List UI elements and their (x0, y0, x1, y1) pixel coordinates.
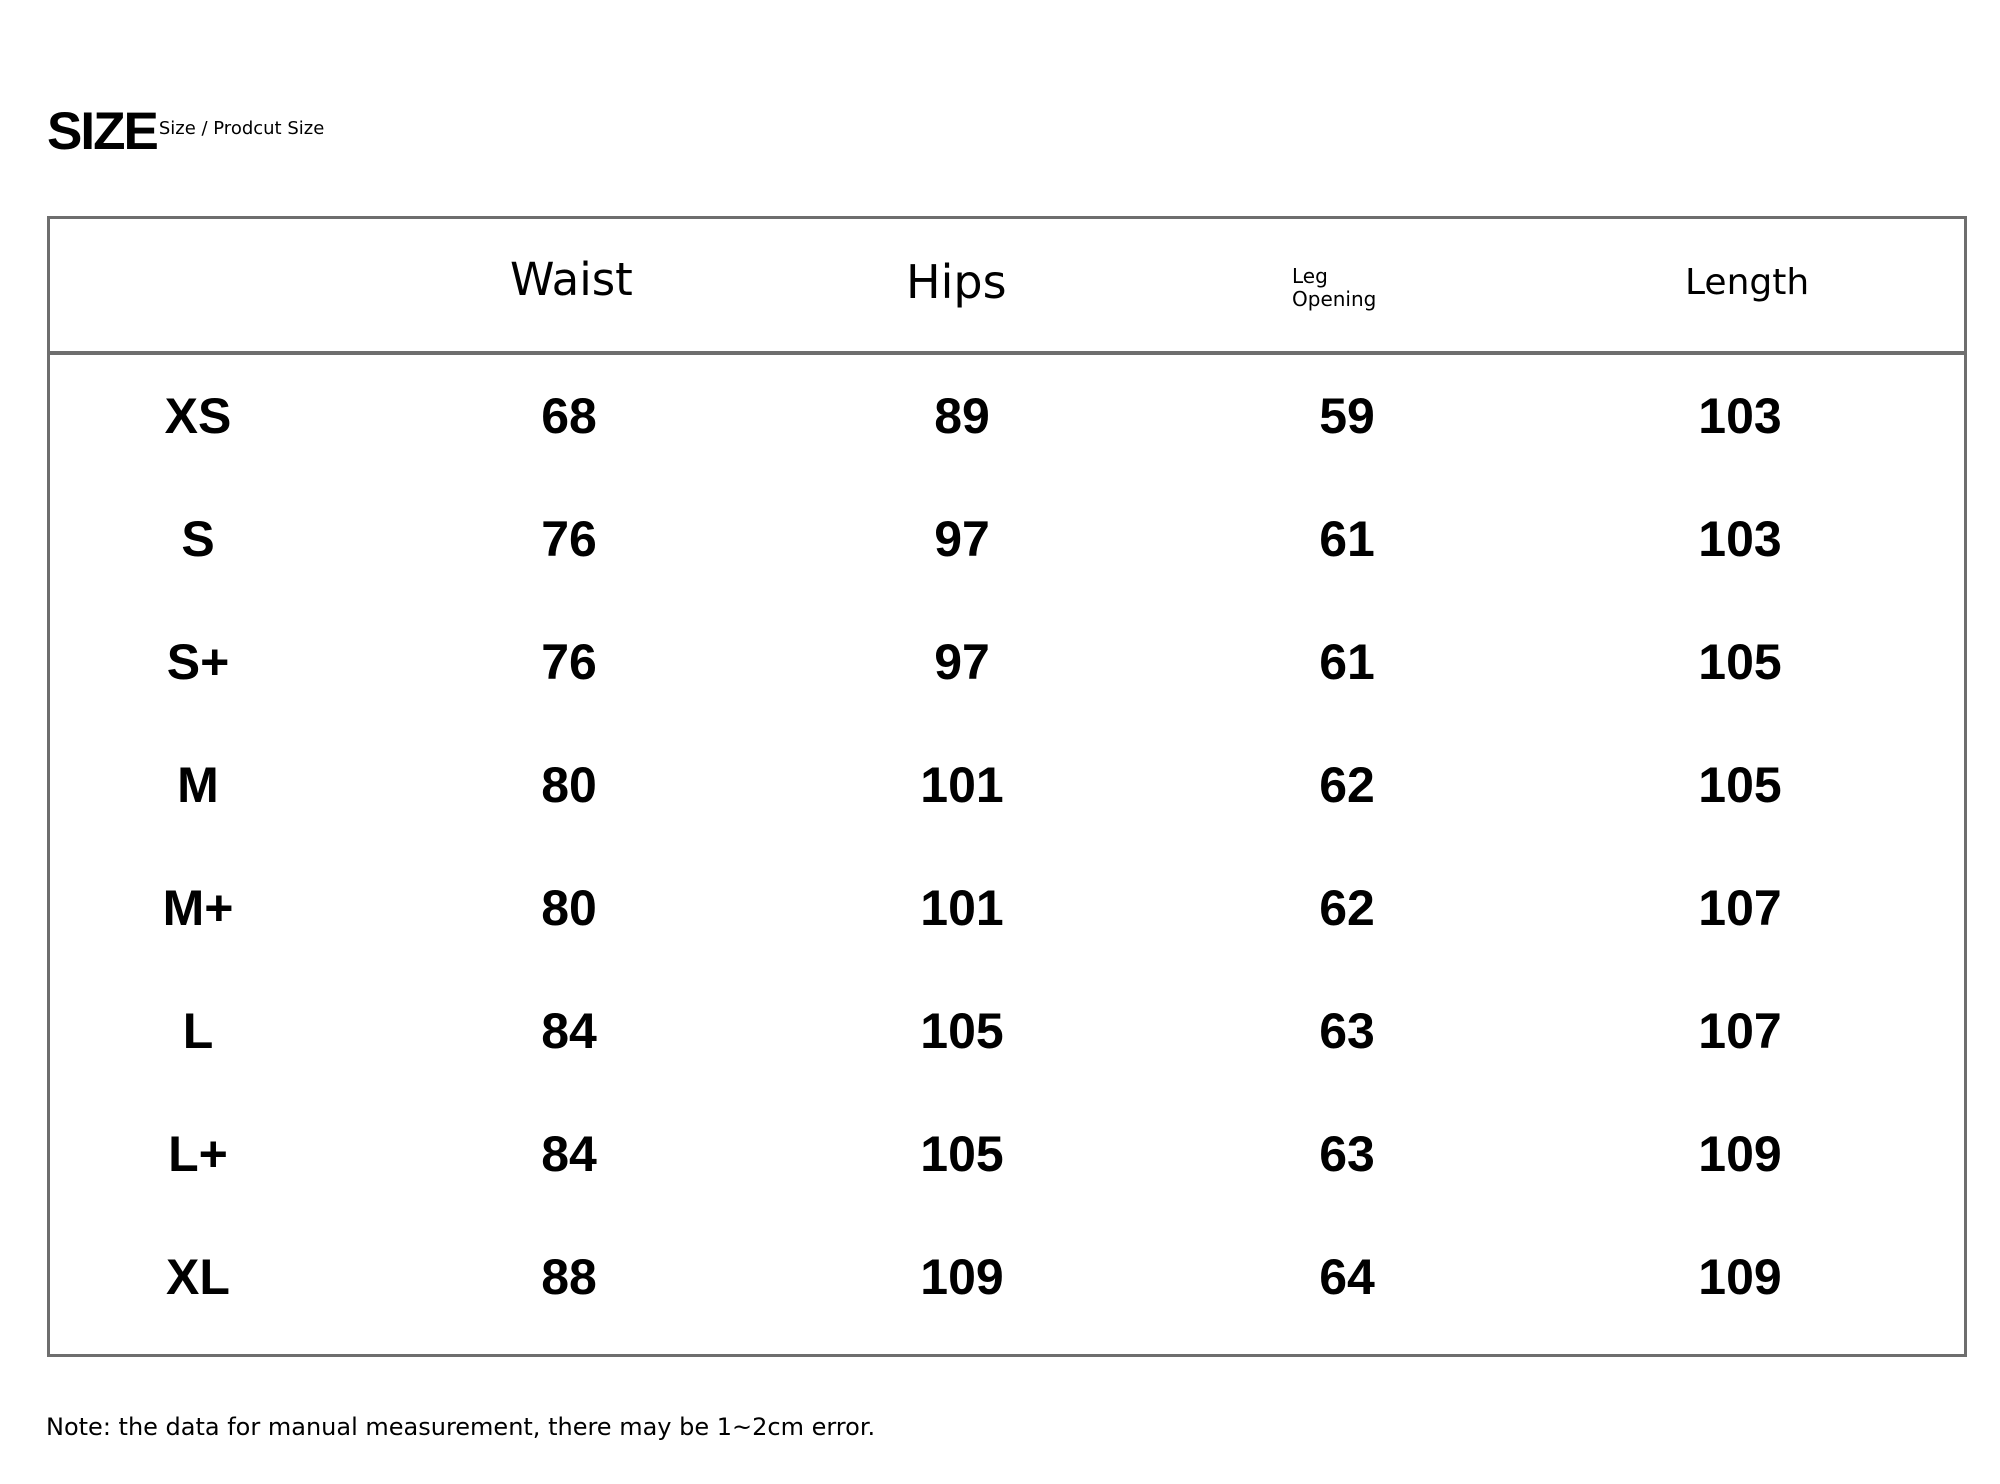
cell-waist: 68 (541, 388, 597, 444)
cell-leg-opening: 61 (1319, 511, 1375, 567)
table-row (50, 970, 1964, 1093)
cell-length: 105 (1698, 634, 1782, 690)
cell-hips: 101 (920, 880, 1004, 936)
cell-waist: 88 (541, 1249, 597, 1305)
cell-hips: 101 (920, 757, 1004, 813)
cell-length: 103 (1698, 511, 1782, 567)
cell-leg-opening: 61 (1319, 634, 1375, 690)
table-row (50, 478, 1964, 601)
table-row (50, 355, 1964, 478)
cell-hips: 97 (934, 511, 990, 567)
cell-size: S+ (166, 634, 230, 690)
page-title (47, 98, 325, 161)
cell-length: 107 (1698, 1003, 1782, 1059)
header-hips: Hips (906, 255, 1007, 309)
cell-length: 109 (1698, 1126, 1782, 1182)
table-row (50, 1216, 1964, 1339)
cell-leg-opening: 63 (1319, 1126, 1375, 1182)
cell-hips: 109 (920, 1249, 1004, 1305)
cell-hips: 97 (934, 634, 990, 690)
cell-size: XS (164, 388, 232, 444)
cell-waist: 84 (541, 1003, 597, 1059)
cell-size: L (182, 1003, 214, 1059)
table-row (50, 724, 1964, 847)
cell-leg-opening: 62 (1319, 880, 1375, 936)
cell-waist: 76 (541, 634, 597, 690)
cell-size: L+ (168, 1126, 228, 1182)
cell-waist: 76 (541, 511, 597, 567)
cell-length: 103 (1698, 388, 1782, 444)
header-length: Length (1685, 262, 1810, 303)
cell-size: XL (166, 1249, 230, 1305)
cell-waist: 80 (541, 757, 597, 813)
table-header-row (50, 219, 1964, 355)
table-row (50, 1093, 1964, 1216)
cell-leg-opening: 59 (1319, 388, 1375, 444)
cell-hips: 105 (920, 1126, 1004, 1182)
cell-leg-opening: 63 (1319, 1003, 1375, 1059)
cell-leg-opening: 64 (1319, 1249, 1375, 1305)
cell-length: 107 (1698, 880, 1782, 936)
table-body (50, 355, 1964, 1339)
table-row (50, 847, 1964, 970)
cell-hips: 89 (934, 388, 990, 444)
measurement-note: Note: the data for manual measurement, there may be 1~2cm error. (46, 1413, 876, 1441)
cell-waist: 80 (541, 880, 597, 936)
cell-hips: 105 (920, 1003, 1004, 1059)
title-subtitle: Size / Prodcut Size (158, 118, 325, 139)
cell-length: 105 (1698, 757, 1782, 813)
cell-length: 109 (1698, 1249, 1782, 1305)
table-row (50, 601, 1964, 724)
title-main: SIZE (47, 102, 157, 161)
cell-size: S (181, 511, 215, 567)
cell-size: M+ (162, 880, 234, 936)
cell-size: M (177, 757, 219, 813)
size-table (47, 216, 1967, 1357)
cell-leg-opening: 62 (1319, 757, 1375, 813)
header-leg-opening: Leg Opening (1292, 264, 1377, 311)
cell-waist: 84 (541, 1126, 597, 1182)
header-waist: Waist (510, 253, 633, 306)
